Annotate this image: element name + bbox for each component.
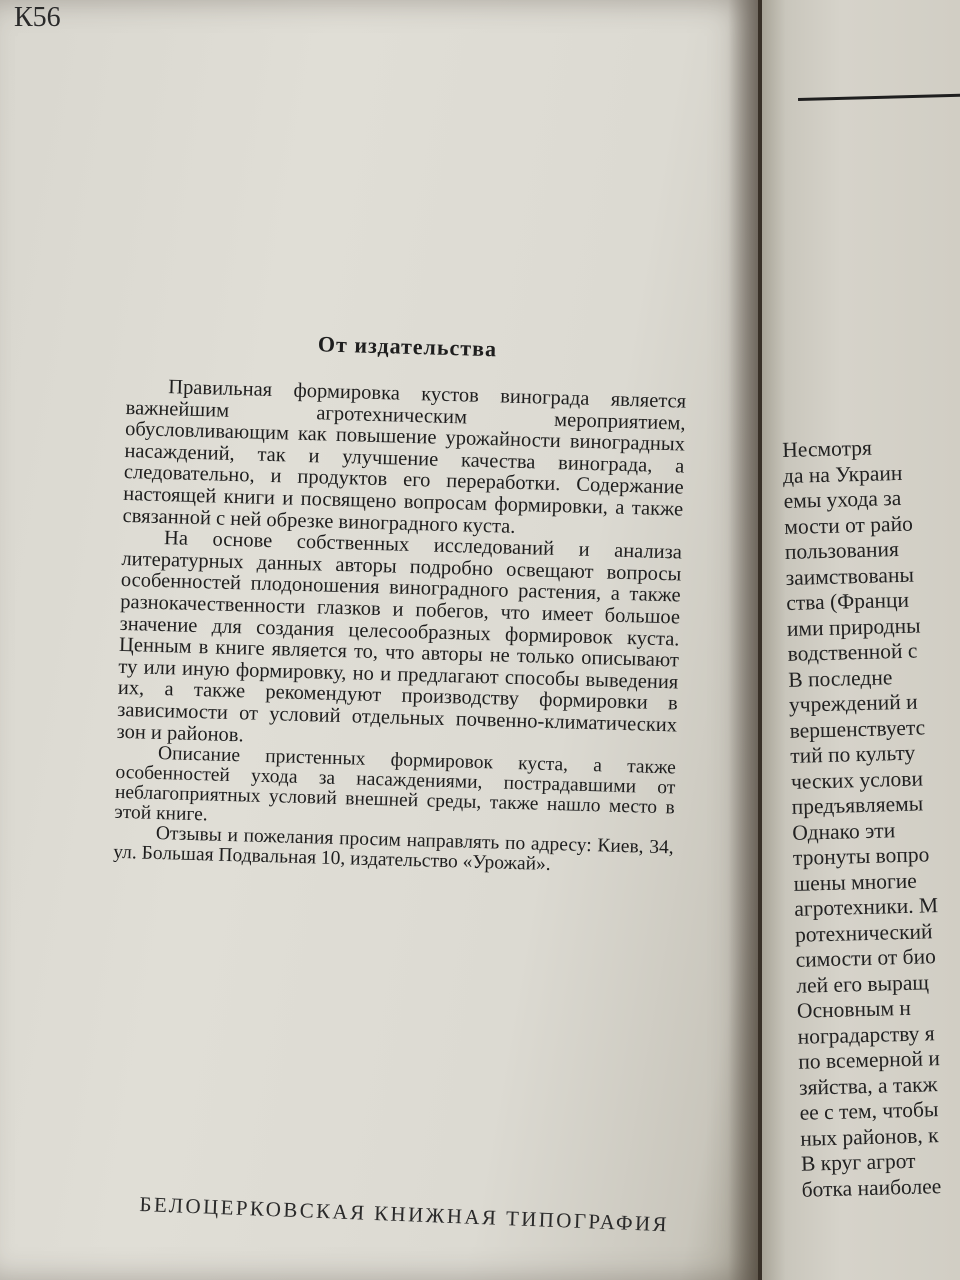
text-line: ботка наиболее (801, 1173, 942, 1202)
right-page-text (782, 432, 960, 1202)
printer-imprint: БЕЛОЦЕРКОВСКАЯ КНИЖНАЯ ТИПОГРАФИЯ (139, 1192, 670, 1237)
text-line: учреждений и (788, 689, 918, 717)
page-title: От издательства (317, 331, 498, 362)
text-line: зяйства, а такж (798, 1071, 938, 1100)
text-line: Несмотря (782, 435, 873, 462)
text-line: симости от био (795, 944, 937, 972)
text-line: Основным н (796, 995, 912, 1023)
text-line: В последне (788, 664, 893, 692)
paragraph-3: Описание пристенных формировок куста, а также особенностей ухода за насаждениями, пострадавшими от неблагоприятных условий внешней среды, также нашло место в этой книге. (114, 743, 677, 826)
text-line: ческих услови (790, 765, 924, 794)
corner-mark: К56 (14, 2, 61, 33)
text-line: вершенствуетс (789, 714, 926, 743)
text-line: ее с тем, чтобы (799, 1097, 939, 1125)
paragraph-2: На основе собственных исследований и анализа литературных данных авторы подробно освещают вопросы особенностей плодоношения виноградного растения, а также разнокачественности глазков и побегов, что имеет большое значение для создания целесообразных формировок куста. Ценным в книге является то, что авторы не только описывают ту или иную формировку, но и предлагают способы выведения их, а также рекомендуют производству формировки в зависимости от условий отдельных почвенно-климатических зон и районов. (116, 527, 683, 746)
publisher-note (113, 326, 688, 879)
text-line: ими природны (786, 612, 921, 641)
text-line: емы ухода за (783, 485, 902, 513)
text-line: заимствованы (785, 562, 915, 590)
header-rule (798, 93, 960, 101)
text-line: Однако эти (792, 817, 896, 845)
text-line: да на Украин (782, 460, 903, 488)
right-page (762, 0, 960, 1280)
paragraph-1: Правильная формировка кустов винограда является важнейшим агротехническим мероприятием, обусловливающим как повышение урожайности виноградных насаждений, так и улучшение качества винограда, а следовательно, и продуктов его переработки. Содержание настоящей книги и посвящено вопросам формировки, а также связанной с ней обрезке виноградного куста. (122, 376, 687, 538)
text-line: тий по культу (790, 740, 916, 768)
text-line: мости от райо (784, 511, 914, 539)
text-line: предъявляемы (791, 791, 924, 819)
text-line: ных районов, к (800, 1122, 939, 1151)
text-line: водственной с (787, 638, 918, 666)
text-line: агротехники. М (794, 893, 939, 921)
text-line: ства (Франци (786, 587, 910, 615)
text-line: пользования (784, 536, 900, 564)
text-line: лей его выращ (796, 969, 930, 998)
paragraph-4: Отзывы и пожелания просим направлять по адресу: Киев, 34, ул. Большая Подвальная 10, издательство «Урожай». (113, 823, 674, 876)
text-line: ноградарству я (797, 1020, 935, 1049)
text-line: шены многие (793, 868, 918, 896)
text-line: по всемерной и (798, 1046, 941, 1074)
text-line: ротехнический (794, 918, 933, 947)
text-line: тронуты вопро (792, 842, 930, 870)
text-line: В круг агрот (800, 1148, 916, 1176)
